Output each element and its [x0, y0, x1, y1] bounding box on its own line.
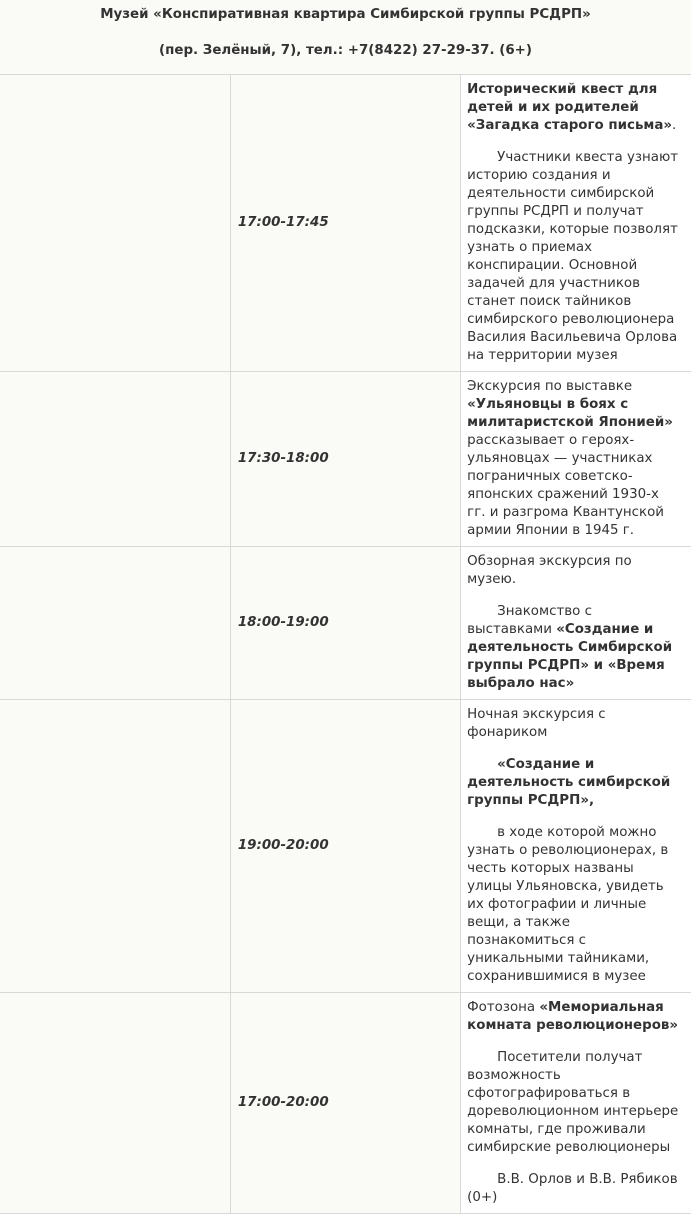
event-time: 17:30-18:00 — [237, 451, 329, 466]
event-title — [467, 999, 681, 1035]
description-cell — [461, 75, 691, 372]
event-row — [0, 372, 691, 547]
description-cell — [461, 700, 691, 993]
event-time: 18:00-19:00 — [237, 615, 329, 630]
event-title-suffix: . — [672, 118, 677, 133]
venue-title: Музей «Конспиративная квартира Симбирской группы РСДРП» — [100, 7, 591, 22]
event-prefix: Фотозона — [467, 1000, 540, 1015]
event-description: в ходе которой можно узнать о революционерах, в честь которых названы улицы Ульяновска, увидеть их фотографии и личные вещи, а также познакомиться с уникальными тайниками, сохранившимися в музее — [467, 825, 669, 984]
blank-cell — [0, 993, 230, 1214]
event-row — [0, 993, 691, 1214]
venue-header-row — [0, 0, 691, 75]
event-title-bold: «Ульяновцы в боях с милитаристской Японией» — [467, 397, 673, 430]
event-intro: Обзорная экскурсия по музею. — [467, 554, 632, 587]
event-row — [0, 547, 691, 700]
time-cell — [230, 372, 460, 547]
venue-header — [0, 0, 691, 75]
blank-cell — [0, 547, 230, 700]
description-cell — [461, 547, 691, 700]
event-time: 19:00-20:00 — [237, 838, 329, 853]
connector-text: и — [588, 658, 608, 673]
venue-address: (пер. Зелёный, 7), тел.: +7(8422) 27-29-37. (6+) — [159, 43, 532, 58]
event-time: 17:00-17:45 — [237, 215, 329, 230]
time-cell — [230, 993, 460, 1214]
event-names: В.В. Орлов и В.В. Рябиков (0+) — [467, 1172, 678, 1205]
event-title — [467, 81, 681, 135]
blank-cell — [0, 372, 230, 547]
event-description — [467, 603, 681, 693]
event-title — [467, 756, 681, 810]
event-title-bold: «Создание и деятельность симбирской группы РСДРП», — [467, 757, 671, 808]
event-title-bold: Исторический квест для детей и их родителей «Загадка старого письма» — [467, 82, 673, 133]
event-row — [0, 75, 691, 372]
event-text-prefix: Знакомство с выставками — [467, 604, 592, 637]
event-description: Участники квеста узнают историю создания и деятельности симбирской группы РСДРП и получат подсказки, которые позволят узнать о приемах конспирации. Основной задачей для участников станет поиск тайников симбирского революционера Василия Васильевича Орлова на территории музея — [467, 150, 679, 363]
event-intro: Ночная экскурсия с фонариком — [467, 707, 606, 740]
event-description: Посетители получат возможность сфотографироваться в дореволюционном интерьере комнаты, где проживали симбирские революционеры — [467, 1050, 679, 1155]
exhibition-name-2: «Время выбрало нас» — [467, 658, 665, 691]
event-time: 17:00-20:00 — [237, 1095, 329, 1110]
time-cell — [230, 700, 460, 993]
event-row — [0, 700, 691, 993]
time-cell — [230, 75, 460, 372]
blank-cell — [0, 700, 230, 993]
blank-cell — [0, 75, 230, 372]
event-title-bold: «Мемориальная комната революционеров» — [467, 1000, 679, 1033]
exhibition-name-1: «Создание и деятельность Симбирской группы РСДРП» — [467, 622, 673, 673]
description-cell — [461, 993, 691, 1214]
event-description — [467, 378, 681, 540]
time-cell — [230, 547, 460, 700]
event-prefix: Экскурсия по выставке — [467, 379, 633, 394]
event-text: рассказывает о героях-ульяновцах — участниках пограничных советско-японских сражений 1930-х гг. и разгрома Квантунской армии Японии в 1945 г. — [467, 433, 665, 538]
description-cell — [461, 372, 691, 547]
